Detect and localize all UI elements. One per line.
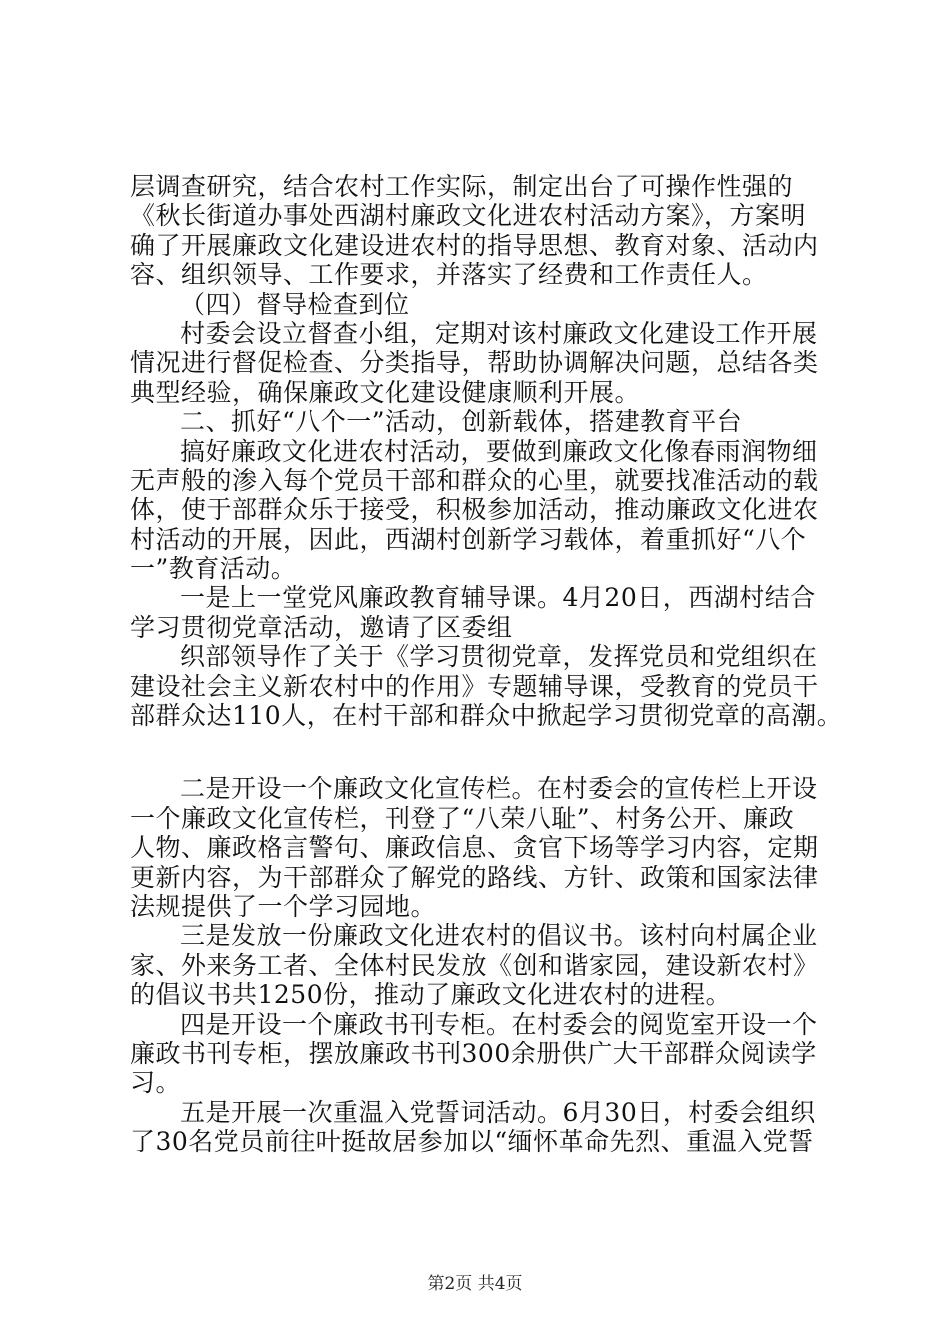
- text-line: 容、组织领导、工作要求，并落实了经费和工作责任人。: [130, 260, 768, 290]
- text-line: 人物、廉政格言警句、廉政信息、贪官下场等学习内容，定期: [130, 833, 819, 863]
- text-line: 部群众达110人，在村干部和群众中掀起学习贯彻党章的高潮。: [130, 701, 843, 731]
- text-line: 法规提供了一个学习园地。: [130, 891, 437, 921]
- text-line: 二是开设一个廉政文化宣传栏。在村委会的宣传栏上开设: [180, 774, 818, 804]
- text-line: 建设社会主义新农村中的作用》专题辅导课，受教育的党员干: [130, 671, 819, 701]
- text-line: 《秋长街道办事处西湖村廉政文化进农村活动方案》，方案明: [130, 201, 807, 231]
- text-line: 一”教育活动。: [130, 554, 297, 584]
- text-line: 体，使于部群众乐于接受，积极参加活动，推动廉政文化进农: [130, 495, 819, 525]
- text-line: 的倡议书共1250份，推动了廉政文化进农村的进程。: [130, 980, 732, 1010]
- text-line: 学习贯彻党章活动，邀请了区委组: [130, 612, 513, 642]
- text-line: 典型经验，确保廉政文化建设健康顺利开展。: [130, 377, 641, 407]
- text-line: 了30名党员前往叶挺故居参加以“缅怀革命先烈、重温入党誓: [130, 1127, 814, 1157]
- text-line: 无声般的渗入每个党员干部和群众的心里，就要找准活动的载: [130, 465, 819, 495]
- text-line: 四是开设一个廉政书刊专柜。在村委会的阅览室开设一个: [180, 1009, 818, 1039]
- text-line: 村活动的开展，因此，西湖村创新学习载体，着重抓好“八个: [130, 524, 807, 554]
- section-heading: 二、抓好“八个一”活动，创新载体，搭建教育平台: [180, 407, 743, 437]
- document-body: [130, 172, 843, 1157]
- page-number-footer: 第2页 共4页: [427, 1274, 523, 1294]
- text-line: 村委会设立督查小组，定期对该村廉政文化建设工作开展: [180, 318, 818, 348]
- text-line: 确了开展廉政文化建设进农村的指导思想、教育对象、活动内: [130, 230, 819, 260]
- paragraph-gap: [130, 730, 830, 774]
- text-line: 一是上一堂党风廉政教育辅导课。4月20日，西湖村结合: [180, 583, 816, 613]
- text-line: 织部领导作了关于《学习贯彻党章，发挥党员和党组织在: [180, 642, 818, 672]
- text-line: 三是发放一份廉政文化进农村的倡议书。该村向村属企业: [180, 921, 818, 951]
- text-line: 一个廉政文化宣传栏，刊登了“八荣八耻”、村务公开、廉政: [130, 803, 795, 833]
- text-line: 更新内容，为干部群众了解党的路线、方针、政策和国家法律: [130, 862, 819, 892]
- text-line: 习。: [130, 1068, 182, 1098]
- text-line: 廉政书刊专柜，摆放廉政书刊300余册供广大干部群众阅读学: [130, 1038, 817, 1068]
- text-line: 搞好廉政文化进农村活动，要做到廉政文化像春雨润物细: [180, 436, 818, 466]
- section-heading: （四）督导检查到位: [180, 289, 410, 319]
- text-line: 情况进行督促检查、分类指导，帮助协调解决问题，总结各类: [130, 348, 819, 378]
- text-line: 家、外来务工者、全体村民发放《创和谐家园，建设新农村》: [130, 950, 819, 980]
- text-line: 五是开展一次重温入党誓词活动。6月30日，村委会组织: [180, 1097, 816, 1127]
- text-line: 层调查研究，结合农村工作实际，制定出台了可操作性强的: [130, 172, 794, 201]
